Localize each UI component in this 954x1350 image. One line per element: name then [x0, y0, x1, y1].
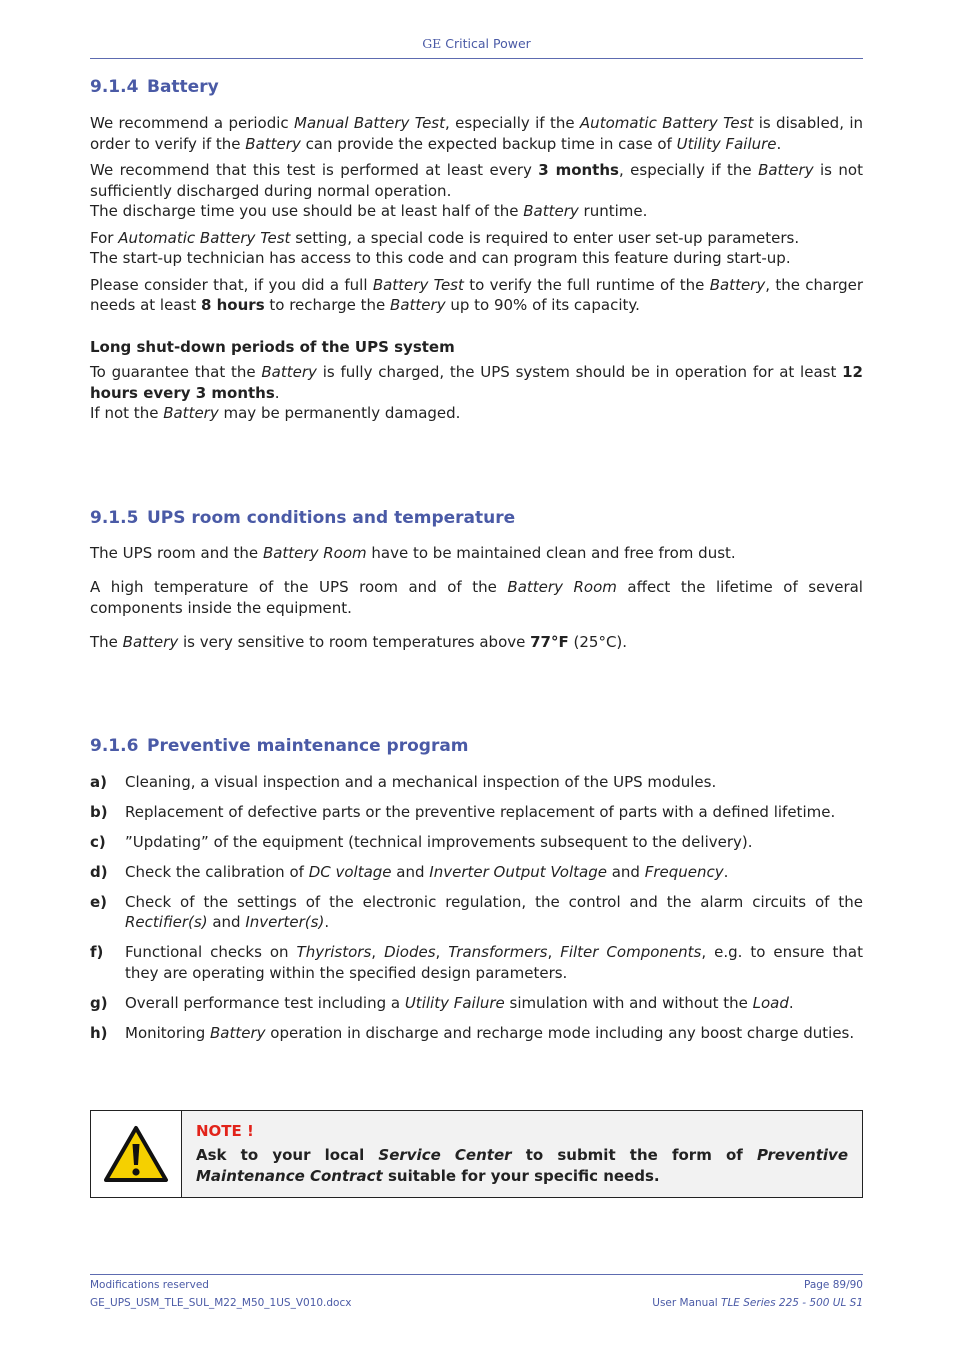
paragraph: We recommend a periodic Manual Battery Test, especially if the Automatic Battery Test is disabled, in order to verify if the Battery can provide the expected backup time in case of Utility Failure. — [90, 114, 863, 153]
list-item: b) Replacement of defective parts or the preventive replacement of parts with a defined lifetime. — [90, 802, 836, 821]
section-heading-9-1-6: 9.1.6 Preventive maintenance program — [90, 735, 469, 756]
paragraph: To guarantee that the Battery is fully charged, the UPS system should be in operation for at least 12 hours every 3 months. — [90, 363, 863, 402]
list-item: g) Overall performance test including a Utility Failure simulation with and without the Load. — [90, 993, 794, 1012]
page-content — [90, 76, 863, 1043]
note-icon-cell — [91, 1111, 182, 1197]
list-item: a) Cleaning, a visual inspection and a mechanical inspection of the UPS modules. — [90, 772, 717, 791]
header-title: Critical Power — [445, 36, 531, 51]
note-body: Ask to your local Service Center to submit the form of Preventive Maintenance Contract suitable for your specific needs. — [196, 1146, 848, 1185]
section-heading-9-1-5: 9.1.5 UPS room conditions and temperature — [90, 507, 516, 528]
footer-modifications: Modifications reserved — [90, 1279, 209, 1291]
subheading: Long shut-down periods of the UPS system — [90, 337, 455, 356]
footer-rule — [90, 1274, 863, 1275]
paragraph: For Automatic Battery Test setting, a special code is required to enter user set-up parameters. — [90, 228, 800, 247]
paragraph: Please consider that, if you did a full Battery Test to verify the full runtime of the Battery, the charger needs at least 8 hours to recharge the Battery up to 90% of its capacity. — [90, 275, 864, 314]
section-heading-9-1-4: 9.1.4 Battery — [90, 77, 219, 97]
paragraph: A high temperature of the UPS room and of the Battery Room affect the lifetime of several components inside the equipment. — [90, 578, 863, 617]
list-item: f) Functional checks on Thyristors, Diodes, Transformers, Filter Components, e.g. to ensure that they are operating within the specified design parameters. — [90, 943, 863, 982]
note-title: NOTE ! — [196, 1122, 254, 1140]
footer-page-number: Page 89/90 — [803, 1279, 863, 1291]
page-header — [90, 36, 863, 51]
paragraph: The start-up technician has access to this code and can program this feature during start-up. — [90, 249, 791, 267]
warning-triangle-icon — [103, 1125, 169, 1183]
note-box — [90, 1110, 863, 1198]
ge-logo: GE — [422, 36, 442, 51]
paragraph: The UPS room and the Battery Room have to be maintained clean and free from dust. — [90, 543, 736, 562]
list-item: h) Monitoring Battery operation in discharge and recharge mode including any boost charge duties. — [90, 1023, 855, 1042]
list-item: e) Check of the settings of the electronic regulation, the control and the alarm circuits of the Rectifier(s) and Inverter(s). — [90, 892, 863, 931]
maintenance-list — [90, 772, 863, 1044]
paragraph: If not the Battery may be permanently damaged. — [90, 404, 461, 422]
header-rule — [90, 58, 863, 59]
footer-filename: GE_UPS_USM_TLE_SUL_M22_M50_1US_V010.docx — [90, 1297, 352, 1309]
list-item: d) Check the calibration of DC voltage and Inverter Output Voltage and Frequency. — [90, 862, 729, 881]
footer-manual-title: User Manual TLE Series 225 - 500 UL S1 — [652, 1297, 863, 1309]
paragraph: The Battery is very sensitive to room temperatures above 77°F (25°C). — [90, 633, 628, 651]
paragraph: The discharge time you use should be at least half of the Battery runtime. — [90, 202, 648, 220]
paragraph: We recommend that this test is performed at least every 3 months, especially if the Battery is not sufficiently discharged during normal operation. — [90, 161, 863, 200]
note-text — [182, 1111, 862, 1197]
list-item: c) ”Updating” of the equipment (technical improvements subsequent to the delivery). — [90, 832, 753, 851]
